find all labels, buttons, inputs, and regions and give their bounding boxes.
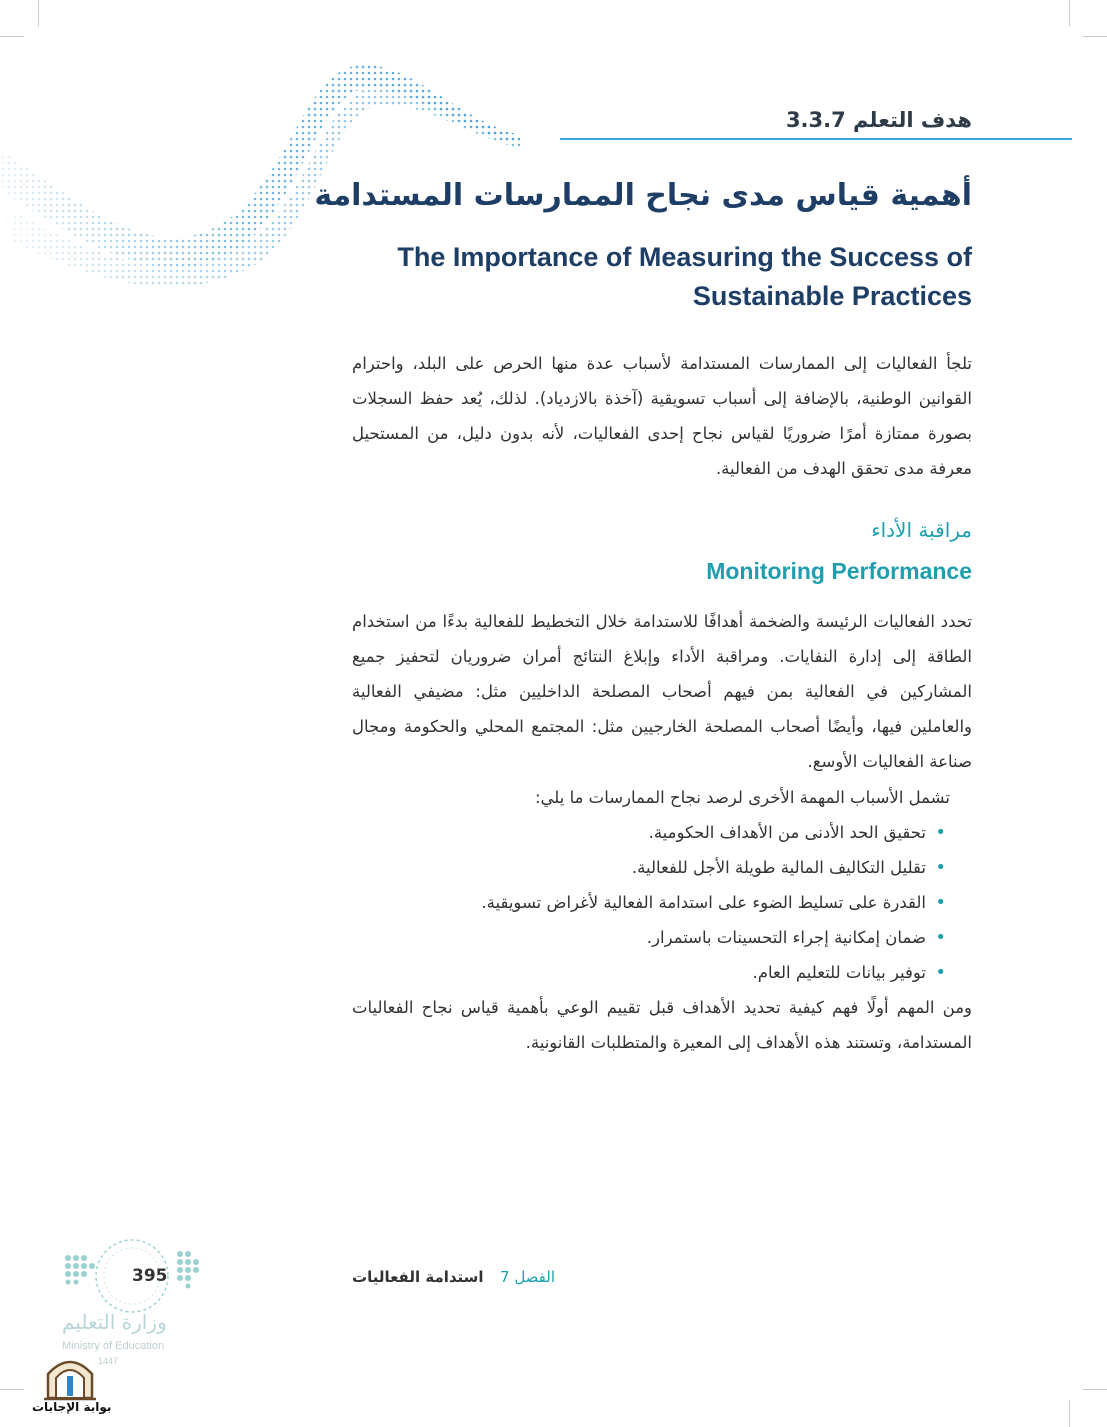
goal-underline — [560, 138, 1072, 140]
reasons-list — [350, 815, 950, 990]
watermark-label: بوابة الإجابات — [32, 1400, 112, 1414]
list-item: • ضمان إمكانية إجراء التحسينات باستمرار. — [350, 920, 950, 955]
crop-mark-top-right-h — [1083, 36, 1107, 37]
crop-mark-top-left-h — [0, 36, 24, 37]
page-title-english: The Importance of Measuring the Success of Sustainable Practices — [397, 242, 972, 311]
gate-logo-icon — [30, 1346, 110, 1426]
crop-mark-bottom-right — [1069, 1400, 1070, 1427]
list-item: • القدرة على تسليط الضوء على استدامة الفعالية لأغراض تسويقية. — [350, 885, 950, 920]
ministry-year: 1447 — [98, 1356, 119, 1366]
list-item: • تقليل التكاليف المالية طويلة الأجل للفعالية. — [350, 850, 950, 885]
section-paragraph: تحدد الفعاليات الرئيسة والضخمة أهدافًا للاستدامة خلال التخطيط للفعالية بدءًا من استخدام الطاقة إلى إدارة النفايات. ومراقبة الأداء وإبلاغ النتائج أمران ضروريان لتحفيز جميع المشاركين في الفعالية بمن فيهم أصحاب المصلحة الداخليين مثل: مضيفي الفعالية والعاملين فيها، وأيضًا أصحاب المصلحة الخارجيين مثل: المجتمع المحلي والحكومة ومجال صناعة الفعاليات الأوسع. — [352, 612, 972, 771]
page-title-arabic: أهمية قياس مدى نجاح الممارسات المستدامة — [314, 178, 972, 213]
list-intro: تشمل الأسباب المهمة الأخرى لرصد نجاح الممارسات ما يلي: — [534, 788, 950, 807]
list-item: • توفير بيانات للتعليم العام. — [350, 955, 950, 990]
chapter-title: استدامة الفعاليات — [352, 1268, 484, 1286]
crop-mark-bottom-right-h — [1083, 1389, 1107, 1390]
ministry-name-english: Ministry of Education — [62, 1340, 165, 1352]
closing-paragraph: ومن المهم أولًا فهم كيفية تحديد الأهداف قبل تقييم الوعي بأهمية قياس نجاح الفعاليات المستدامة، وتستند هذه الأهداف إلى المعيرة والمتطلبات القانونية. — [352, 998, 972, 1052]
ministry-name-arabic: وزارة التعليم — [62, 1310, 167, 1334]
section-heading-arabic: مراقبة الأداء — [871, 518, 972, 542]
section-heading-english: Monitoring Performance — [706, 558, 972, 584]
crop-mark-top-right — [1069, 0, 1070, 26]
intro-paragraph: تلجأ الفعاليات إلى الممارسات المستدامة لأسباب عدة منها الحرص على البلد، واحترام القوانين الوطنية، بالإضافة إلى أسباب تسويقية (آخذة بالازدياد). لذلك، يُعد حفظ السجلات بصورة ممتازة أمرًا ضروريًا لقياس نجاح إحدى الفعاليات، لأنه بدون دليل، من المستحيل معرفة مدى تحقق الهدف من الفعالية. — [352, 354, 972, 478]
crop-mark-bottom-left-h — [0, 1389, 24, 1390]
learning-goal-label: هدف التعلم 3.3.7 — [785, 108, 972, 132]
chapter-label: الفصل 7 — [500, 1268, 556, 1286]
page-number: 395 — [132, 1266, 168, 1286]
crop-mark-top-left — [38, 0, 39, 26]
list-item: • تحقيق الحد الأدنى من الأهداف الحكومية. — [350, 815, 950, 850]
